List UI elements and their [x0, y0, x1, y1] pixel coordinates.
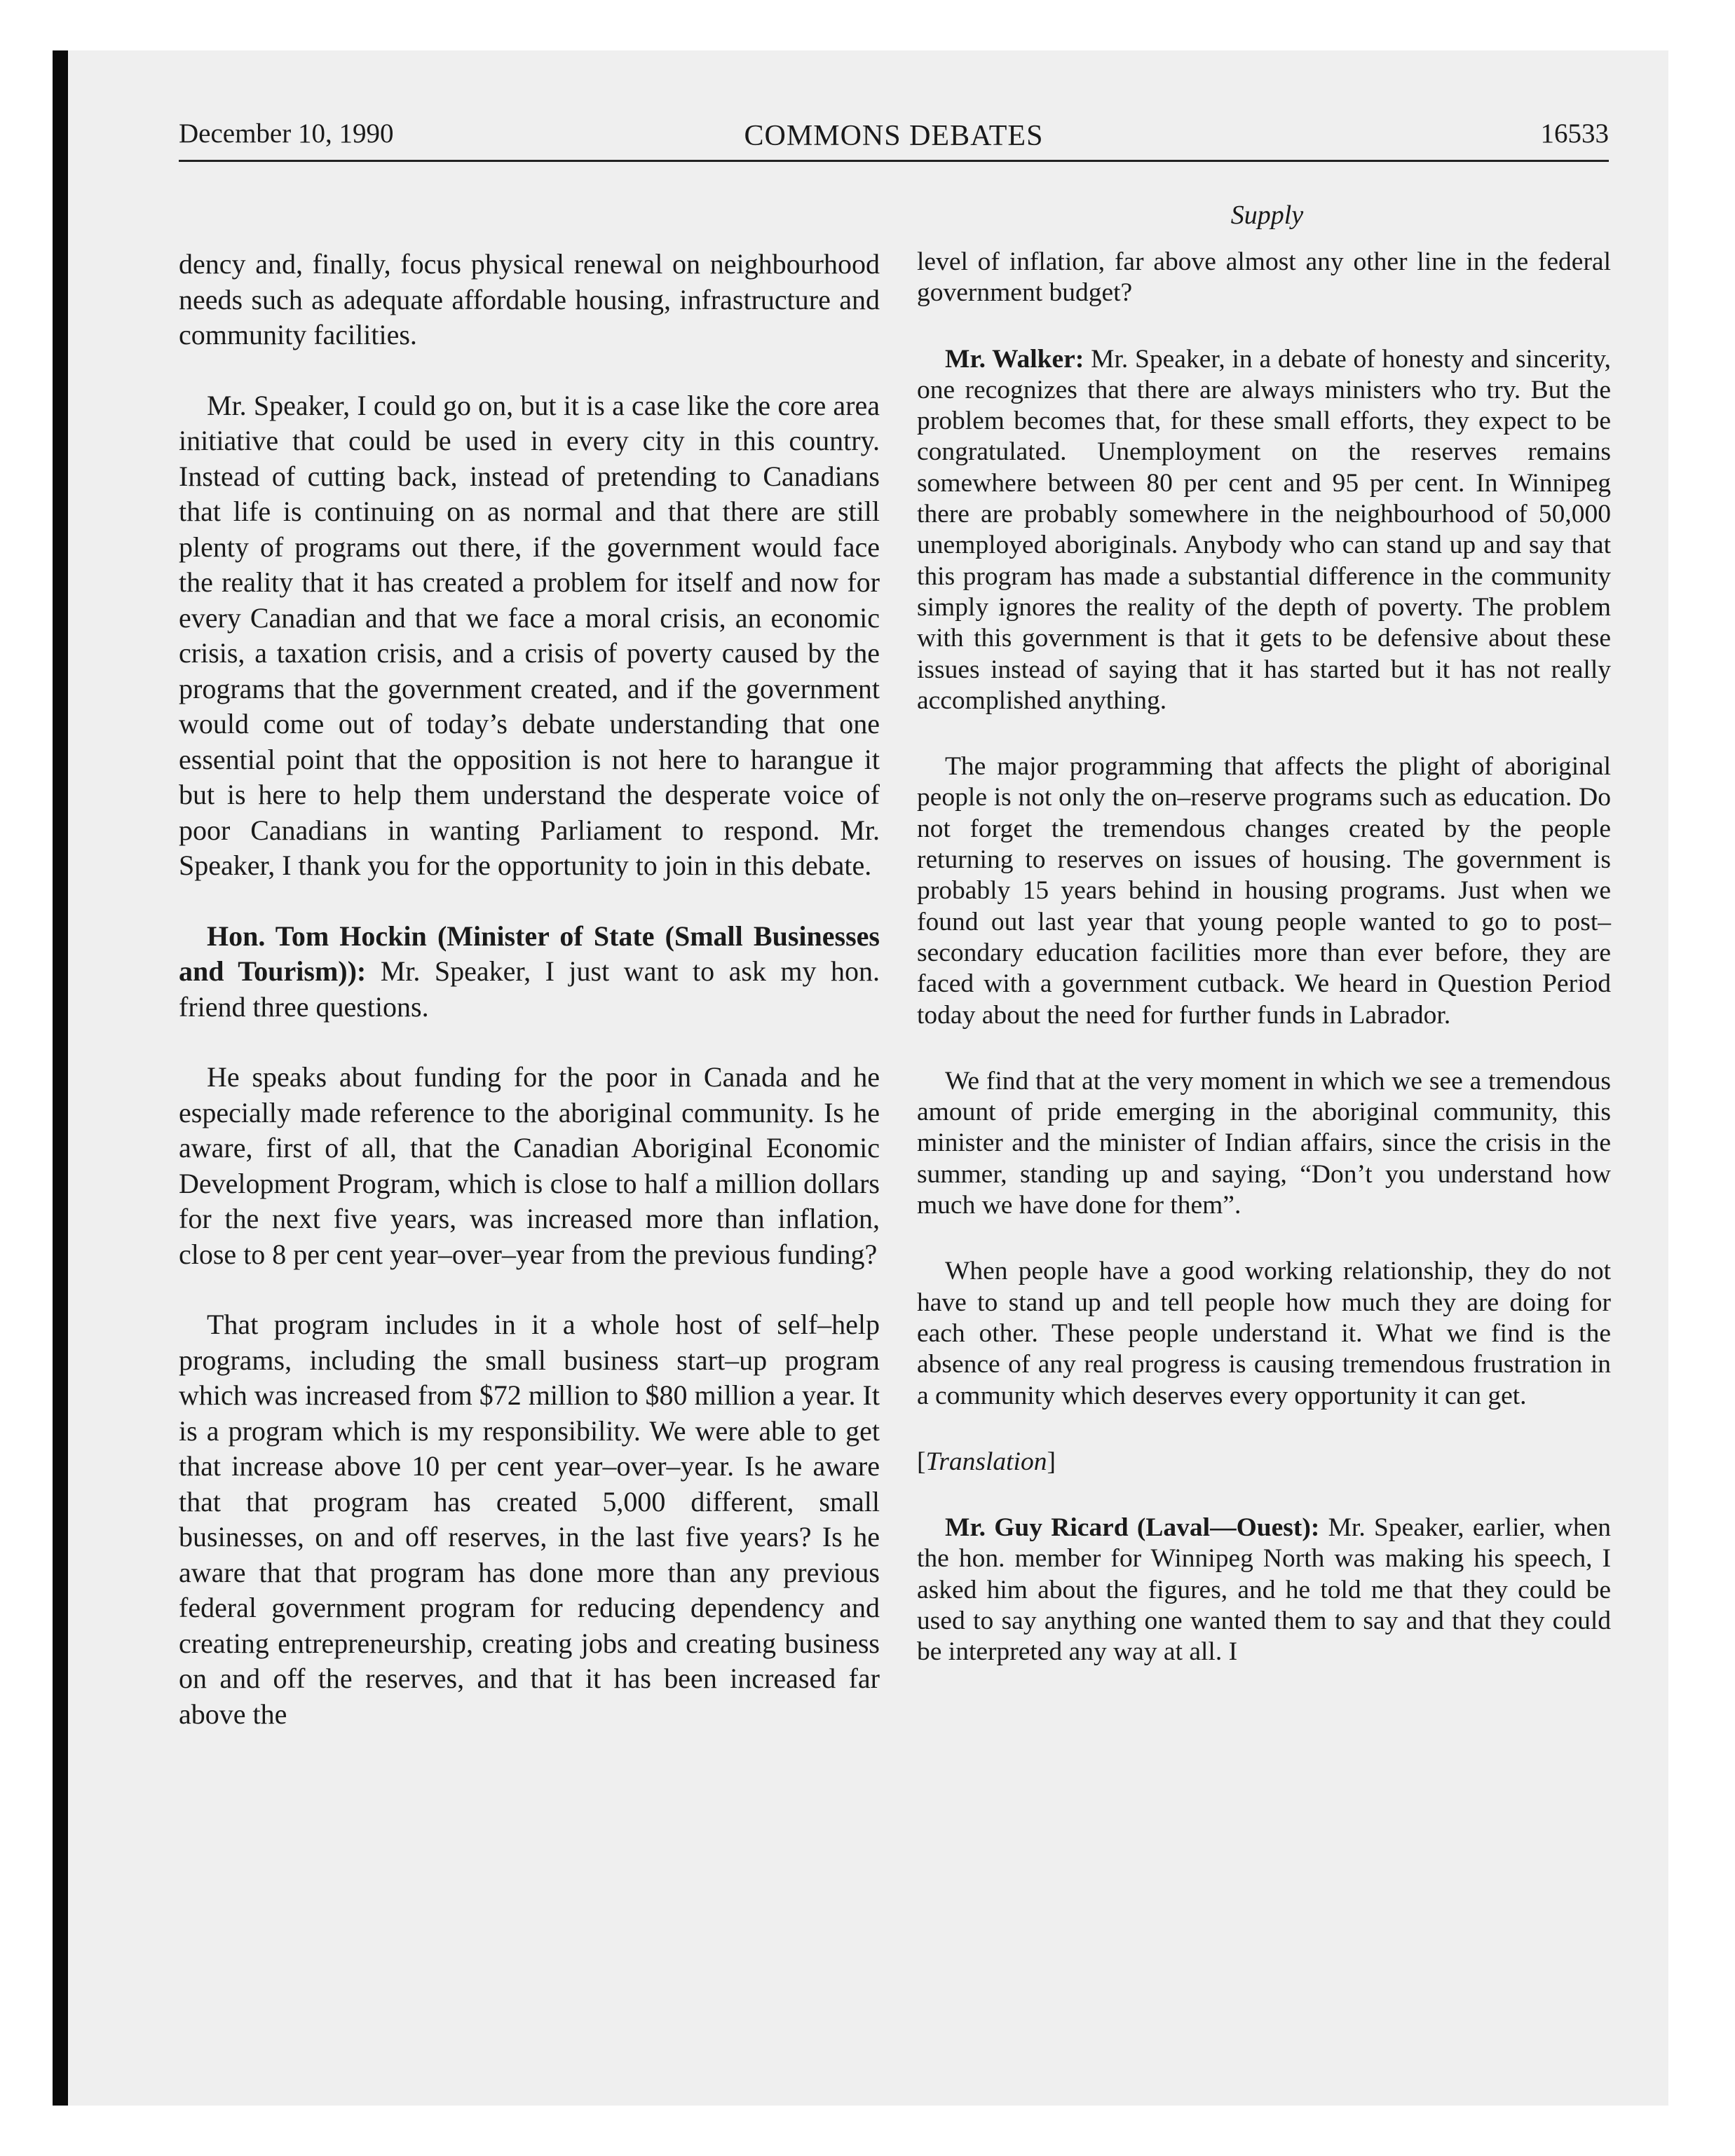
speaker-name: Hon. Tom Hockin (Minister of State (Small Businesses and Tourism)):	[179, 920, 880, 987]
paragraph	[917, 1513, 1611, 1667]
left-column	[179, 247, 880, 1732]
paragraph	[179, 919, 880, 1025]
paragraph	[917, 344, 1611, 717]
page-number: 16533	[1540, 118, 1609, 149]
paragraph: level of inflation, far above almost any other line in the federal government budget?	[917, 247, 1611, 308]
translation-marker: [Translation]	[917, 1447, 1056, 1476]
paragraph: He speaks about funding for the poor in Canada and he especially made reference to the aboriginal community. Is he aware, first of all, that the Canadian Aboriginal Economic Development Program, which is close to half a million dollars for the next five years, was increased more than inflation, close to 8 per cent year–over–year from the previous funding?	[179, 1061, 880, 1270]
speaker-name: Mr. Walker:	[945, 344, 1084, 374]
paragraph: That program includes in it a whole host of self–help programs, including the small business start–up program which was increased from $72 million to $80 million a year. It is a program which is my responsibility. We were able to get that increase above 10 per cent year–over–year. Is he aware that that program has created 5,000 different, small businesses, on and off reserves, in the last five years? Is he aware that that program has done more than any previous federal government program for reducing dependency and creating entrepreneurship, creating jobs and creating business on and off the reserves, and that it has been increased far above the	[179, 1309, 880, 1730]
speaker-name: Mr. Guy Ricard (Laval—Ouest):	[945, 1513, 1320, 1543]
translation-label: Translation	[925, 1447, 1047, 1476]
header-rule	[179, 160, 1609, 162]
right-column	[917, 247, 1611, 1668]
speech-text: Mr. Speaker, earlier, when the hon. member for Winnipeg North was making his speech, I asked him about the figures, and he told me that they could be used to say anything one wanted them to say and that they could be interpreted any way at all. I	[917, 1513, 1611, 1667]
paragraph: When people have a good working relationship, they do not have to stand up and tell people how much they are doing for each other. These people understand it. What we find is the absence of any real progress is causing tremendous frustration in a community which deserves every opportunity it can get.	[917, 1257, 1611, 1410]
paragraph: Mr. Speaker, I could go on, but it is a case like the core area initiative that could be used in every city in this country. Instead of cutting back, instead of pretending to Canadians that life is continuing on as normal and that there are still plenty of programs out there, if the government would face the reality that it has created a problem for itself and now for every Canadian and that we face a moral crisis, an economic crisis, a taxation crisis, and a crisis of poverty caused by the programs that the government created, and if the government would come out of today’s debate understanding that one essential point that the opposition is not here to harangue it but is here to help them understand the desperate voice of poor Canadians in wanting Parliament to respond. Mr. Speaker, I thank you for the opportunity to join in this debate.	[179, 389, 880, 881]
header-title: COMMONS DEBATES	[744, 120, 1044, 152]
paragraph: The major programming that affects the plight of aboriginal people is not only the on–reserve programs such as education. Do not forget the tremendous changes created by the people returning to reserves on issues of housing. The government is probably 15 years behind in housing programs. Just when we found out last year that young people wanted to go to post–secondary education facilities more than ever before, they are faced with a government cutback. We heard in Question Period today about the need for further funds in Labrador.	[917, 752, 1611, 1030]
page-header	[179, 118, 1609, 156]
paragraph: We find that at the very moment in which we see a tremendous amount of pride emerging in the aboriginal community, this minister and the minister of Indian affairs, since the crisis in the summer, standing up and saying, “Don’t you understand how much we have done for them”.	[917, 1066, 1611, 1220]
speech-text: Mr. Speaker, in a debate of honesty and sincerity, one recognizes that there are always ministers who try. But the problem becomes that, for these small efforts, they expect to be congratulated. Unemployment on the reserves remains somewhere between 80 per cent and 95 per cent. In Winnipeg there are probably somewhere in the neighbourhood of 50,000 unemployed aboriginals. Anybody who can stand up and say that this program has made a substantial difference in the community simply ignores the reality of the depth of poverty. The problem with this government is that it gets to be defensive about these issues instead of saying that it has started but it has not really accomplished anything.	[917, 344, 1611, 715]
paragraph: dency and, finally, focus physical renewal on neighbourhood needs such as adequate affordable housing, infrastructure and community facilities.	[179, 248, 880, 350]
speech-text: Mr. Speaker, I just want to ask my hon. friend three questions.	[179, 955, 880, 1023]
header-date: December 10, 1990	[179, 118, 394, 149]
section-label: Supply	[1230, 200, 1304, 230]
binding-edge	[53, 50, 68, 2106]
